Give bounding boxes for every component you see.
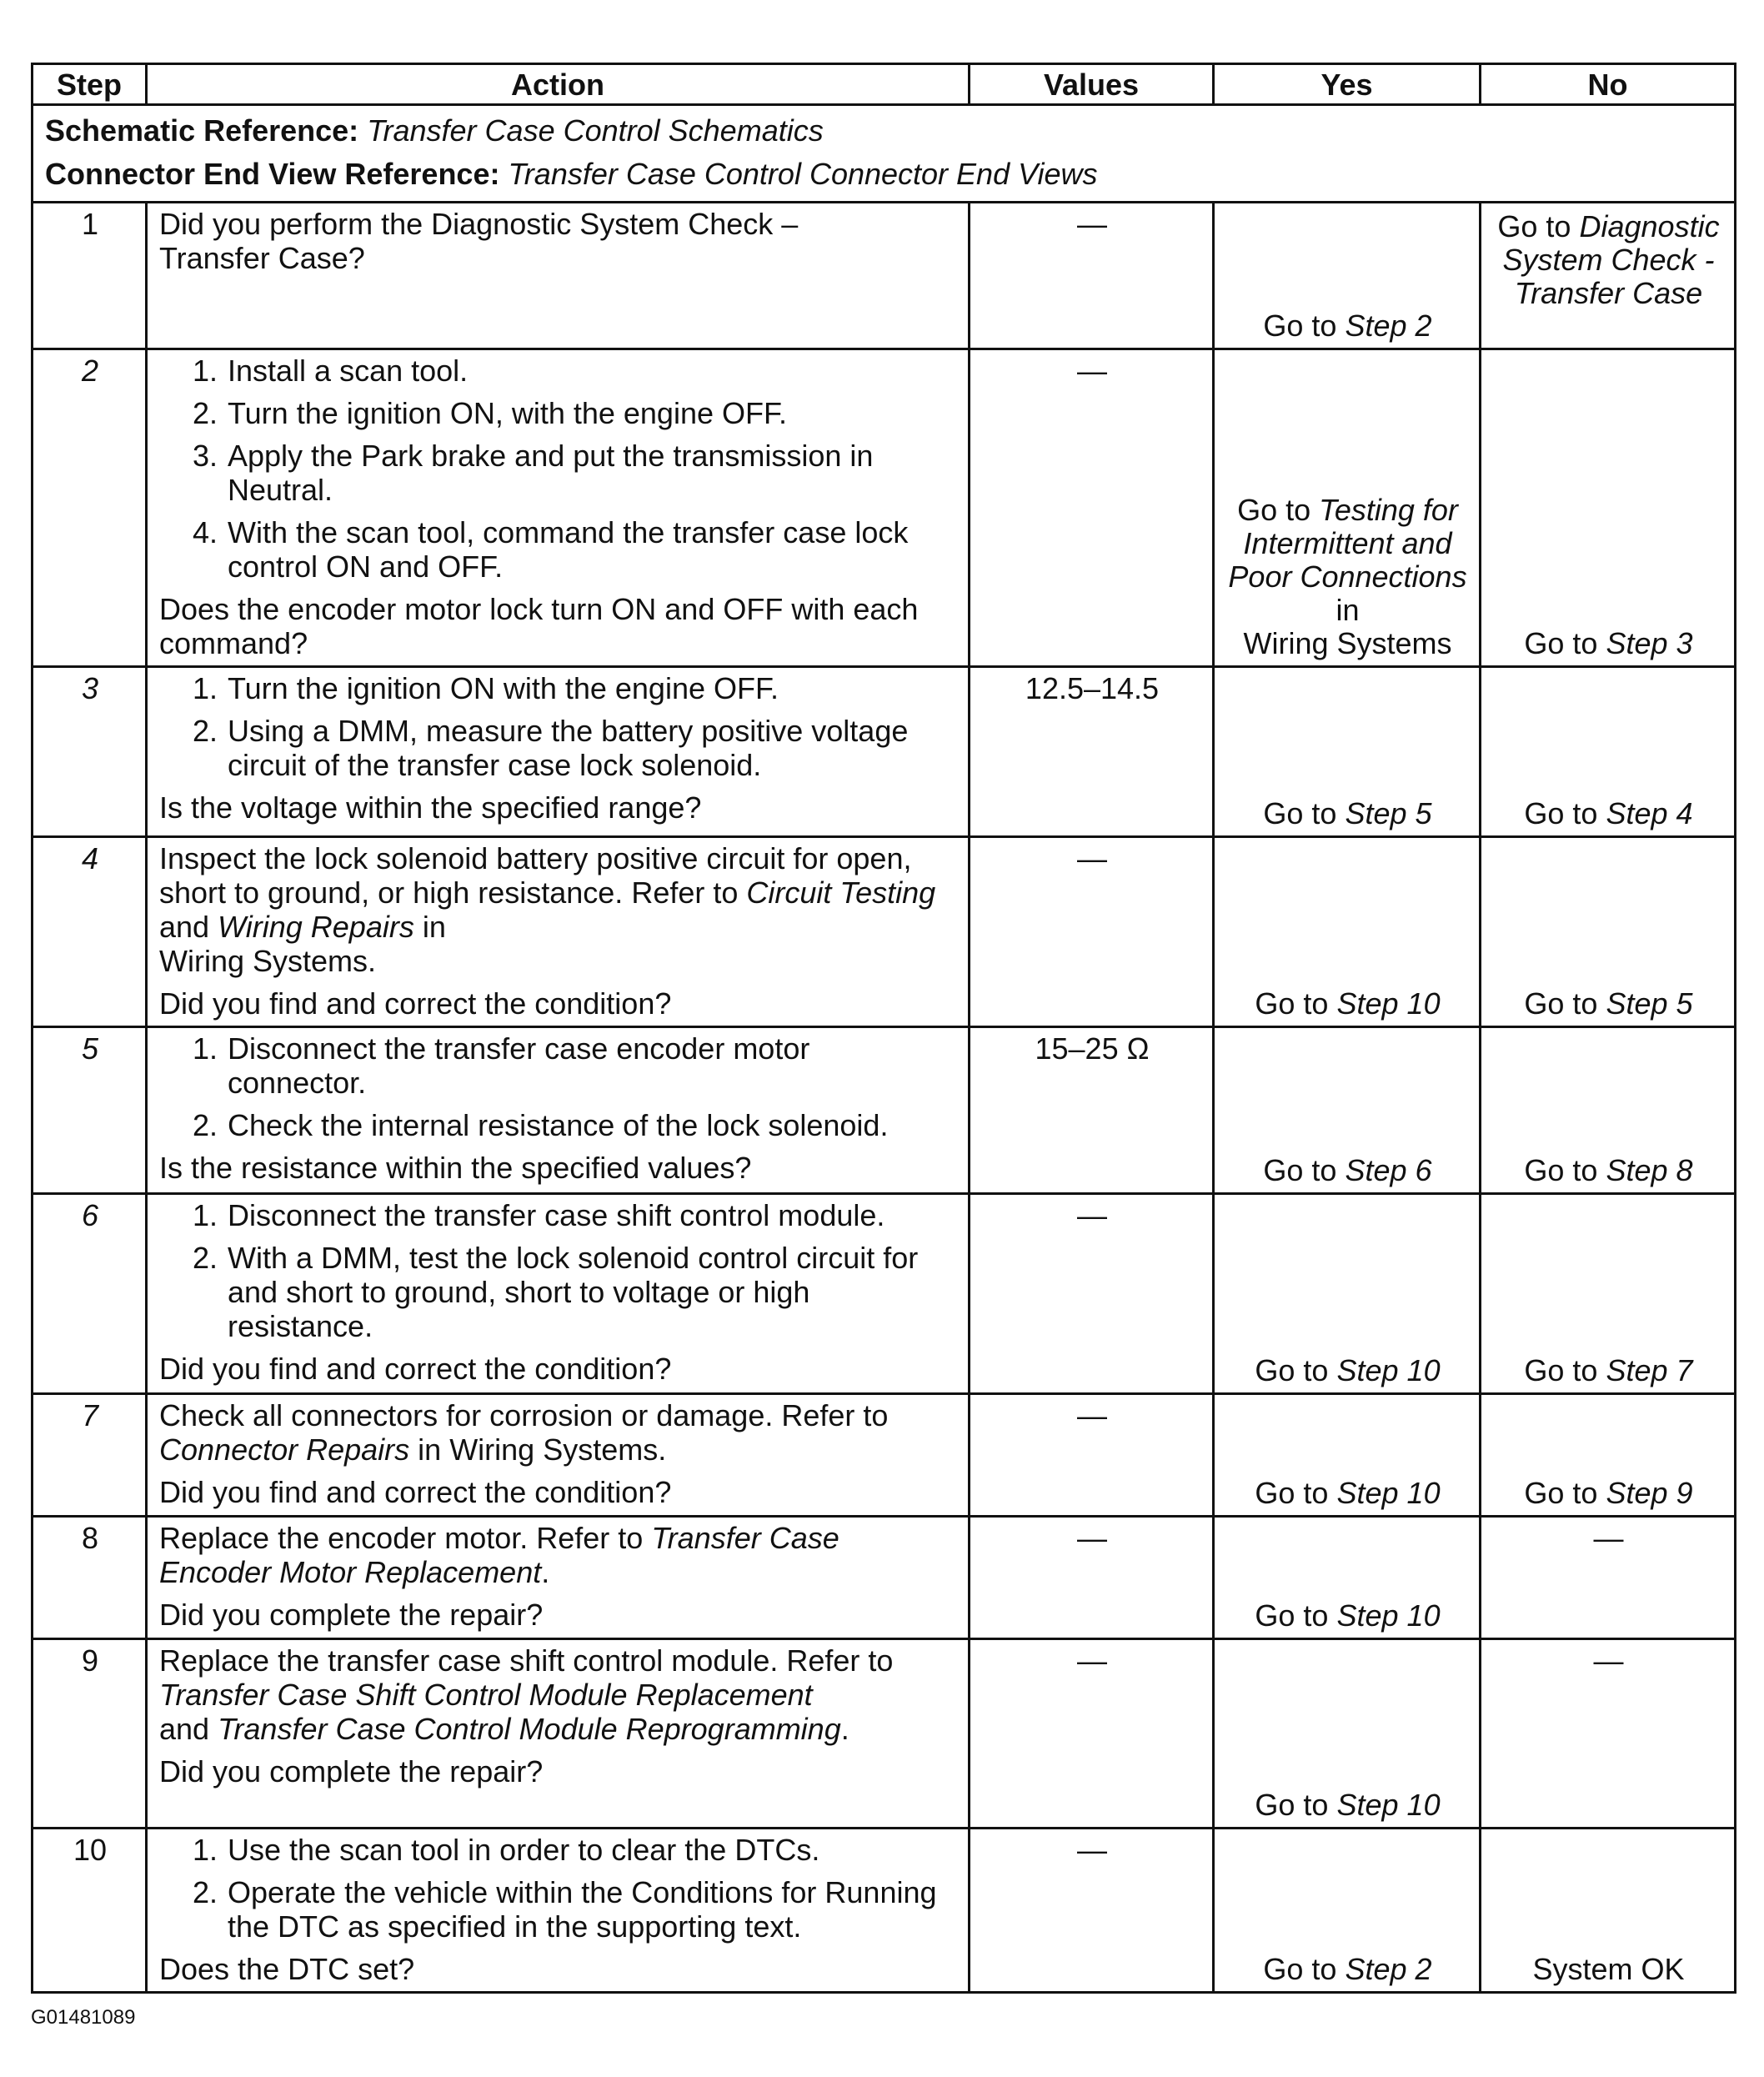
connector-reference-label: Connector End View Reference:	[45, 157, 500, 191]
yes-outcome[interactable]: Go to Step 2	[1263, 1952, 1432, 1986]
list-item: 3. Apply the Park brake and put the transmission in Neutral.	[192, 439, 874, 507]
no-cell	[1481, 667, 1736, 837]
action-question: Did you perform the Diagnostic System Check – Transfer Case?	[159, 207, 799, 275]
values-cell: —	[970, 1194, 1214, 1394]
yes-outcome[interactable]: Go to Step 6	[1263, 1153, 1432, 1187]
action-cell	[147, 349, 970, 667]
header-values: Values	[970, 64, 1214, 105]
no-outcome[interactable]: Go to Step 8	[1524, 1153, 1693, 1187]
connector-reference-link[interactable]: Transfer Case Control Connector End Views	[508, 157, 1098, 191]
no-outcome[interactable]: Go to Diagnostic System Check - Transfer Case	[1497, 209, 1720, 310]
action-cell	[147, 1194, 970, 1394]
action-steps	[159, 1031, 958, 1142]
no-outcome[interactable]: System OK	[1532, 1952, 1685, 1986]
no-cell	[1481, 1027, 1736, 1194]
yes-outcome[interactable]: Go to Step 10	[1255, 1598, 1441, 1633]
action-cell	[147, 203, 970, 349]
yes-cell	[1214, 1517, 1481, 1639]
table-row	[33, 1829, 1736, 1993]
header-action: Action	[147, 64, 970, 105]
action-steps	[159, 354, 958, 584]
yes-outcome[interactable]: Go to Testing for Intermittent and Poor Connections in Wiring Systems	[1228, 493, 1467, 660]
step-number: 4	[81, 841, 99, 875]
yes-outcome[interactable]: Go to Step 10	[1255, 1353, 1441, 1387]
values-cell: 15–25 Ω	[970, 1027, 1214, 1194]
action-question: Did you complete the repair?	[159, 1754, 544, 1789]
list-item: 2. Using a DMM, measure the battery positive voltage circuit of the transfer case lock solenoid.	[192, 714, 909, 782]
no-cell	[1481, 1194, 1736, 1394]
list-item: 1. Install a scan tool.	[192, 354, 469, 388]
header-yes: Yes	[1214, 64, 1481, 105]
reference-cell	[33, 105, 1736, 203]
action-question: Did you find and correct the condition?	[159, 986, 672, 1021]
yes-cell	[1214, 349, 1481, 667]
action-text: Replace the encoder motor. Refer to Transfer Case Encoder Motor Replacement.	[159, 1521, 839, 1589]
action-cell	[147, 1829, 970, 1993]
no-cell	[1481, 1829, 1736, 1993]
yes-outcome[interactable]: Go to Step 10	[1255, 1788, 1441, 1822]
step-number: 5	[81, 1031, 99, 1066]
action-question: Did you complete the repair?	[159, 1598, 544, 1632]
no-cell: —	[1481, 1639, 1736, 1829]
no-cell: —	[1481, 1517, 1736, 1639]
action-steps	[159, 671, 958, 782]
table-row	[33, 1517, 1736, 1639]
action-question: Does the encoder motor lock turn ON and OFF with each command?	[159, 592, 919, 660]
list-item: 1. Turn the ignition ON with the engine OFF.	[192, 671, 779, 705]
table-row	[33, 349, 1736, 667]
no-outcome[interactable]: Go to Step 4	[1524, 796, 1693, 830]
action-cell	[147, 1027, 970, 1194]
control-module-reprogramming-link[interactable]: Transfer Case Control Module Reprogramming	[218, 1712, 841, 1746]
header-step: Step	[33, 64, 147, 105]
action-cell	[147, 667, 970, 837]
header-row	[33, 64, 1736, 105]
values-cell: —	[970, 349, 1214, 667]
values-cell: —	[970, 1517, 1214, 1639]
step-number: 3	[81, 671, 99, 705]
action-cell	[147, 837, 970, 1027]
yes-cell	[1214, 203, 1481, 349]
step-number: 1	[33, 203, 147, 349]
diagnostic-table	[31, 63, 1736, 1994]
step-number: 8	[33, 1517, 147, 1639]
no-outcome[interactable]: Go to Step 3	[1524, 626, 1693, 660]
figure-id: G01481089	[31, 2006, 136, 2029]
schematic-reference-label: Schematic Reference:	[45, 113, 359, 148]
action-cell	[147, 1517, 970, 1639]
table-row	[33, 1194, 1736, 1394]
yes-cell	[1214, 1639, 1481, 1829]
no-cell	[1481, 349, 1736, 667]
yes-outcome[interactable]: Go to Step 10	[1255, 986, 1441, 1021]
values-cell: —	[970, 837, 1214, 1027]
circuit-testing-link[interactable]: Circuit Testing	[746, 875, 936, 910]
encoder-motor-replacement-link[interactable]: Transfer Case Encoder Motor Replacement	[159, 1521, 839, 1589]
yes-cell	[1214, 1194, 1481, 1394]
action-cell	[147, 1394, 970, 1517]
values-cell: —	[970, 1639, 1214, 1829]
table-row	[33, 203, 1736, 349]
list-item: 1. Use the scan tool in order to clear the DTCs.	[192, 1833, 820, 1867]
table-row	[33, 837, 1736, 1027]
action-question: Did you find and correct the condition?	[159, 1352, 672, 1386]
action-steps	[159, 1198, 958, 1343]
values-cell: —	[970, 203, 1214, 349]
list-item: 2. Check the internal resistance of the lock solenoid.	[192, 1108, 889, 1142]
schematic-reference	[45, 109, 1724, 153]
no-outcome[interactable]: Go to Step 7	[1524, 1353, 1693, 1387]
values-cell: —	[970, 1829, 1214, 1993]
table-row	[33, 1027, 1736, 1194]
reference-row	[33, 105, 1736, 203]
list-item: 2. Operate the vehicle within the Conditions for Running the DTC as specified in the supporting text.	[192, 1875, 937, 1944]
step-number: 2	[81, 354, 99, 388]
action-text: Inspect the lock solenoid battery positive circuit for open, short to ground, or high resistance. Refer to Circuit Testing and Wiring Repairs in Wiring Systems.	[159, 841, 936, 978]
yes-cell	[1214, 1027, 1481, 1194]
table-row	[33, 1394, 1736, 1517]
step-number: 9	[33, 1639, 147, 1829]
shift-control-module-replacement-link[interactable]: Transfer Case Shift Control Module Replacement	[159, 1678, 813, 1712]
no-cell	[1481, 203, 1736, 349]
action-question: Is the voltage within the specified range?	[159, 790, 702, 825]
list-item: 1. Disconnect the transfer case encoder motor connector.	[192, 1031, 810, 1100]
action-question: Does the DTC set?	[159, 1952, 415, 1986]
values-cell: 12.5–14.5	[970, 667, 1214, 837]
yes-cell	[1214, 1394, 1481, 1517]
table-row	[33, 667, 1736, 837]
step-number: 7	[81, 1398, 99, 1432]
schematic-reference-link[interactable]: Transfer Case Control Schematics	[367, 113, 824, 148]
action-text: Check all connectors for corrosion or damage. Refer to Connector Repairs in Wiring Systems.	[159, 1398, 889, 1467]
yes-cell	[1214, 1829, 1481, 1993]
connector-reference	[45, 153, 1724, 196]
yes-outcome[interactable]: Go to Step 5	[1263, 796, 1432, 830]
no-outcome[interactable]: Go to Step 9	[1524, 1476, 1693, 1510]
no-cell	[1481, 837, 1736, 1027]
list-item: 2. With a DMM, test the lock solenoid control circuit for and short to ground, short to voltage or high resistance.	[192, 1241, 919, 1343]
action-cell	[147, 1639, 970, 1829]
values-cell: —	[970, 1394, 1214, 1517]
yes-outcome[interactable]: Go to Step 2	[1263, 309, 1432, 343]
list-item: 1. Disconnect the transfer case shift control module.	[192, 1198, 885, 1232]
list-item: 4. With the scan tool, command the transfer case lock control ON and OFF.	[192, 515, 909, 584]
table-row	[33, 1639, 1736, 1829]
action-steps	[159, 1833, 958, 1944]
yes-outcome[interactable]: Go to Step 10	[1255, 1476, 1441, 1510]
connector-repairs-link[interactable]: Connector Repairs	[159, 1432, 410, 1467]
wiring-repairs-link[interactable]: Wiring Repairs	[218, 910, 414, 944]
yes-cell	[1214, 667, 1481, 837]
action-question: Is the resistance within the specified values?	[159, 1151, 752, 1185]
header-no: No	[1481, 64, 1736, 105]
list-item: 2. Turn the ignition ON, with the engine OFF.	[192, 396, 787, 430]
action-question: Did you find and correct the condition?	[159, 1475, 672, 1509]
action-text: Replace the transfer case shift control module. Refer to Transfer Case Shift Control Module Replacement and Transfer Case Control Module Reprogramming.	[159, 1643, 894, 1746]
step-number: 6	[81, 1198, 99, 1232]
yes-cell	[1214, 837, 1481, 1027]
step-number: 10	[33, 1829, 147, 1993]
no-cell	[1481, 1394, 1736, 1517]
no-outcome[interactable]: Go to Step 5	[1524, 986, 1693, 1021]
